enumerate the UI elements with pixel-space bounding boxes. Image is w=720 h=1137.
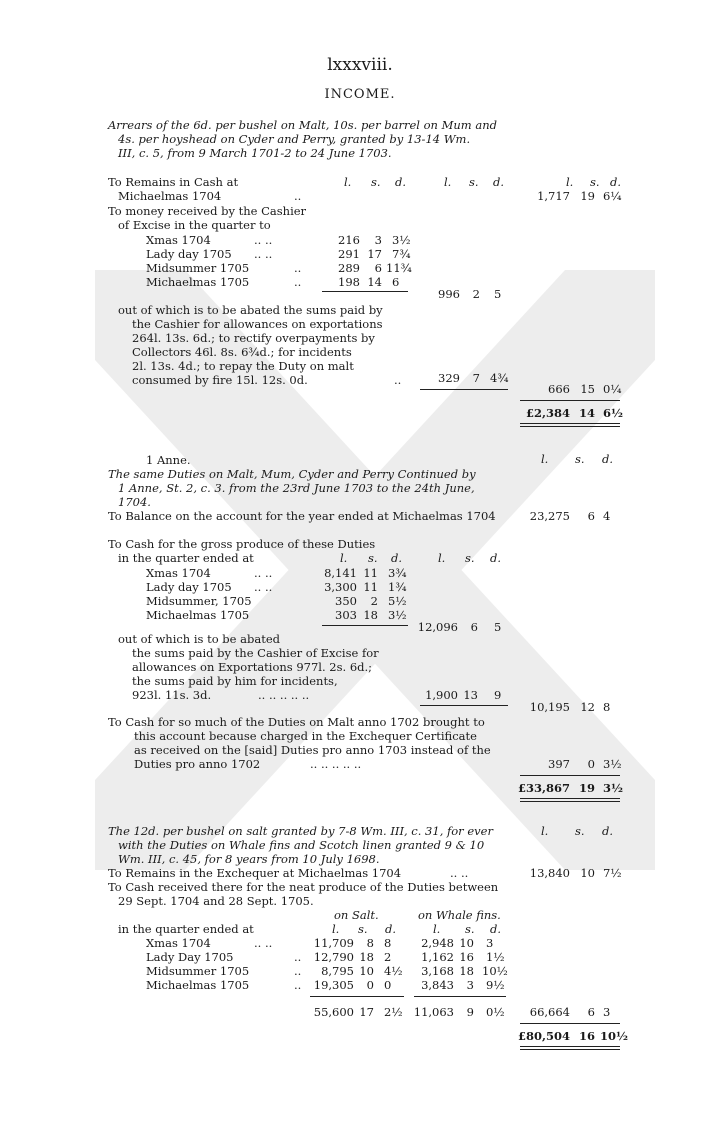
abated-text: the sums paid by the Cashier of Excise for — [132, 646, 379, 660]
amount-s: 18 — [363, 608, 378, 622]
amount-l: 216 — [338, 233, 360, 247]
salt-total-s: 17 — [359, 1005, 374, 1019]
s3-cash: 29 Sept. 1704 and 28 Sept. 1705. — [118, 894, 314, 908]
amount-s: 0 — [587, 757, 595, 771]
s1-money: of Excise in the quarter to — [118, 218, 271, 232]
grand-total-d: 6½ — [603, 406, 623, 420]
col-head: l. — [566, 175, 574, 189]
amount-l: 12,096 — [417, 620, 458, 634]
whale-l: 1,162 — [421, 950, 454, 964]
leader-dots: .. .. — [254, 936, 273, 950]
abated-text: 264l. 13s. 6d.; to rectify overpayments by — [132, 331, 375, 345]
s1-remains: Michaelmas 1704 — [118, 189, 222, 203]
whale-s: 3 — [466, 978, 474, 992]
amount-s: 13 — [463, 688, 478, 702]
amount-s: 6 — [470, 620, 478, 634]
s1-money: To money received by the Cashier — [108, 204, 307, 218]
leader-dots: .. — [294, 978, 302, 992]
whale-s: 16 — [459, 950, 474, 964]
amount-s: 14 — [367, 275, 382, 289]
sum-rule — [520, 1023, 620, 1024]
quarter-label: Lady Day 1705 — [146, 950, 234, 964]
col-head: l. — [332, 922, 340, 936]
col-head: s. — [465, 551, 475, 565]
col-head: s. — [590, 175, 600, 189]
section-title: INCOME. — [324, 87, 396, 102]
quarter-label-intro: in the quarter ended at — [118, 922, 254, 936]
sum-rule — [310, 996, 404, 997]
amount-l: 289 — [338, 261, 360, 275]
s3-heading-line: Wm. III, c. 45, for 8 years from 10 July 1698. — [118, 852, 380, 866]
leader-dots: .. — [294, 964, 302, 978]
amount-s: 2 — [370, 594, 378, 608]
col-head: d. — [602, 452, 614, 466]
amount-l: 13,840 — [529, 866, 570, 880]
quarter-label: Midsummer, 1705 — [146, 594, 252, 608]
grand-total-l: £2,384 — [525, 406, 570, 420]
col-head: d. — [490, 922, 502, 936]
leader-dots: .. .. .. .. .. — [258, 688, 310, 702]
col-head: d. — [610, 175, 622, 189]
s2-balance: To Balance on the account for the year ended at Michaelmas 1704 — [108, 509, 496, 523]
amount-d: 1¾ — [388, 580, 407, 594]
amount-d: 5½ — [388, 594, 407, 608]
abated-text: 923l. 11s. 3d. — [132, 688, 212, 702]
abated-text: Collectors 46l. 8s. 6¾d.; for incidents — [132, 345, 352, 359]
amount-d: 3¾ — [388, 566, 407, 580]
amount-l: 996 — [438, 287, 460, 301]
leader-dots: .. .. — [254, 247, 273, 261]
salt-d: 0 — [384, 978, 392, 992]
amount-d: 3½ — [603, 757, 622, 771]
col-head: d. — [490, 551, 502, 565]
col-head: d. — [385, 922, 397, 936]
grand-total-d: 10½ — [600, 1029, 628, 1043]
amount-l: 1,717 — [537, 189, 570, 203]
amount-d: 4 — [603, 509, 611, 523]
amount-s: 17 — [367, 247, 382, 261]
leader-dots: .. .. — [450, 866, 469, 880]
col-head: l. — [344, 175, 352, 189]
salt-s: 10 — [359, 964, 374, 978]
double-rule — [520, 798, 620, 802]
amount-d: 5 — [494, 287, 502, 301]
col-head: d. — [395, 175, 407, 189]
amount-d: 6¼ — [603, 189, 622, 203]
amount-s: 11 — [363, 580, 378, 594]
s1-heading-line: III, c. 5, from 9 March 1701-2 to 24 June 1703. — [118, 146, 392, 160]
grand-total-l: £80,504 — [517, 1029, 570, 1043]
col-head: l. — [340, 551, 348, 565]
salt-s: 8 — [366, 936, 374, 950]
salt-l: 11,709 — [313, 936, 354, 950]
quarter-label: Midsummer 1705 — [146, 964, 250, 978]
quarter-label: Michaelmas 1705 — [146, 275, 250, 289]
amount-s: 2 — [472, 287, 480, 301]
grand-total-s: 19 — [578, 781, 595, 795]
amount-l: 329 — [438, 371, 460, 385]
s2-heading-line: 1 Anne, St. 2, c. 3. from the 23rd June 1703 to the 24th June, — [118, 481, 475, 495]
amount-d: 9 — [494, 688, 502, 702]
salt-l: 8,795 — [321, 964, 354, 978]
quarter-label: Xmas 1704 — [146, 566, 211, 580]
grand-total-l: £33,867 — [517, 781, 570, 795]
s2-cash2: this account because charged in the Exchequer Certificate — [134, 729, 477, 743]
sum-rule — [420, 389, 508, 390]
amount-d: 0¼ — [603, 382, 622, 396]
s2-heading-line: 1704. — [118, 495, 151, 509]
amount-l: 66,664 — [529, 1005, 570, 1019]
amount-l: 8,141 — [324, 566, 357, 580]
amount-l: 23,275 — [529, 509, 570, 523]
sum-rule — [414, 996, 506, 997]
col-head: s. — [465, 922, 475, 936]
leader-dots: .. — [294, 261, 302, 275]
whale-total-s: 9 — [466, 1005, 474, 1019]
s1-remains: To Remains in Cash at — [108, 175, 239, 189]
amount-l: 3,300 — [324, 580, 357, 594]
salt-d: 2 — [384, 950, 392, 964]
col-head: l. — [541, 452, 549, 466]
s1-remains-dots: .. — [294, 189, 302, 203]
col-head: l. — [438, 551, 446, 565]
double-rule — [520, 1046, 620, 1050]
col-head: l. — [444, 175, 452, 189]
amount-d: 7½ — [603, 866, 622, 880]
whale-d: 10½ — [482, 964, 508, 978]
s1-heading-line: 4s. per hoyshead on Cyder and Perry, granted by 13-14 Wm. — [118, 132, 471, 146]
amount-s: 19 — [580, 189, 595, 203]
whale-s: 10 — [459, 936, 474, 950]
amount-s: 6 — [587, 1005, 595, 1019]
leader-dots: .. .. — [254, 580, 273, 594]
col-head: d. — [391, 551, 403, 565]
abated-text: out of which is to be abated the sums paid by — [118, 303, 383, 317]
leader-dots: .. .. .. .. .. — [310, 757, 362, 771]
quarter-label: Lady day 1705 — [146, 247, 232, 261]
amount-l: 10,195 — [529, 700, 570, 714]
double-rule — [520, 423, 620, 427]
s3-heading-line: The 12d. per bushel on salt granted by 7-8 Wm. III, c. 31, for ever — [108, 824, 493, 838]
on-whale-head: on Whale fins. — [418, 908, 501, 922]
s3-remains: To Remains in the Exchequer at Michaelmas 1704 — [108, 866, 402, 880]
col-head: s. — [575, 452, 585, 466]
amount-d: 6 — [392, 275, 400, 289]
whale-s: 18 — [459, 964, 474, 978]
amount-s: 15 — [580, 382, 595, 396]
whale-l: 3,843 — [421, 978, 454, 992]
amount-s: 6 — [374, 261, 382, 275]
s3-heading-line: with the Duties on Whale fins and Scotch linen granted 9 & 10 — [118, 838, 485, 852]
amount-d: 4¾ — [490, 371, 509, 385]
salt-l: 19,305 — [313, 978, 354, 992]
leader-dots: .. — [294, 275, 302, 289]
abated-text: consumed by fire 15l. 12s. 0d. — [132, 373, 308, 387]
leader-dots: .. — [394, 373, 402, 387]
whale-d: 3 — [486, 936, 494, 950]
s2-cash: in the quarter ended at — [118, 551, 254, 565]
amount-s: 6 — [587, 509, 595, 523]
amount-d: 3 — [603, 1005, 611, 1019]
salt-s: 18 — [359, 950, 374, 964]
salt-d: 4½ — [384, 964, 403, 978]
amount-l: 666 — [548, 382, 570, 396]
abated-text: allowances on Exportations 977l. 2s. 6d.; — [132, 660, 373, 674]
abated-text: the sums paid by him for incidents, — [132, 674, 338, 688]
amount-d: 7¾ — [392, 247, 411, 261]
quarter-label: Michaelmas 1705 — [146, 978, 250, 992]
col-head: s. — [371, 175, 381, 189]
s1-heading-line: Arrears of the 6d. per bushel on Malt, 10s. per barrel on Mum and — [108, 118, 497, 132]
sum-rule — [520, 775, 620, 776]
sum-rule — [420, 705, 508, 706]
whale-d: 1½ — [486, 950, 505, 964]
quarter-label: Midsummer 1705 — [146, 261, 250, 275]
s2-cash: To Cash for the gross produce of these Duties — [108, 537, 376, 551]
salt-total-l: 55,600 — [313, 1005, 354, 1019]
abated-text: the Cashier for allowances on exportations — [132, 317, 383, 331]
s2-cash2: as received on the [said] Duties pro anno 1703 instead of the — [134, 743, 491, 757]
col-head: s. — [358, 922, 368, 936]
grand-total-d: 3½ — [603, 781, 623, 795]
leader-dots: .. — [294, 950, 302, 964]
sum-rule — [322, 291, 408, 292]
amount-d: 5 — [494, 620, 502, 634]
s3-cash: To Cash received there for the neat produce of the Duties between — [108, 880, 499, 894]
col-head: s. — [469, 175, 479, 189]
amount-l: 198 — [338, 275, 360, 289]
col-head: s. — [575, 824, 585, 838]
quarter-label: Xmas 1704 — [146, 233, 211, 247]
amount-l: 397 — [548, 757, 570, 771]
sum-rule — [520, 400, 620, 401]
amount-l: 1,900 — [425, 688, 458, 702]
col-head: d. — [602, 824, 614, 838]
s2-heading-line: The same Duties on Malt, Mum, Cyder and Perry Continued by — [108, 467, 476, 481]
leader-dots: .. .. — [254, 233, 273, 247]
amount-l: 303 — [335, 608, 357, 622]
whale-total-d: 0½ — [486, 1005, 505, 1019]
col-head: l. — [541, 824, 549, 838]
quarter-label: Xmas 1704 — [146, 936, 211, 950]
col-head: d. — [493, 175, 505, 189]
abated-text: 2l. 13s. 4d.; to repay the Duty on malt — [132, 359, 354, 373]
amount-s: 7 — [472, 371, 480, 385]
quarter-label: Michaelmas 1705 — [146, 608, 250, 622]
amount-s: 11 — [363, 566, 378, 580]
col-head: s. — [368, 551, 378, 565]
page-number: lxxxviii. — [327, 55, 393, 75]
amount-d: 8 — [603, 700, 611, 714]
amount-l: 291 — [338, 247, 360, 261]
amount-d: 3½ — [392, 233, 411, 247]
salt-total-d: 2½ — [384, 1005, 403, 1019]
whale-total-l: 11,063 — [413, 1005, 454, 1019]
whale-d: 9½ — [486, 978, 505, 992]
whale-l: 2,948 — [421, 936, 454, 950]
col-head: l. — [433, 922, 441, 936]
amount-s: 10 — [580, 866, 595, 880]
amount-d: 11¾ — [386, 261, 412, 275]
salt-s: 0 — [366, 978, 374, 992]
grand-total-s: 16 — [578, 1029, 595, 1043]
quarter-label: Lady day 1705 — [146, 580, 232, 594]
whale-l: 3,168 — [421, 964, 454, 978]
on-salt-head: on Salt. — [334, 908, 379, 922]
s2-anne: 1 Anne. — [146, 453, 191, 467]
salt-l: 12,790 — [313, 950, 354, 964]
sum-rule — [322, 625, 408, 626]
s2-cash2: Duties pro anno 1702 — [134, 757, 261, 771]
leader-dots: .. .. — [254, 566, 273, 580]
amount-l: 350 — [335, 594, 357, 608]
salt-d: 8 — [384, 936, 392, 950]
amount-s: 3 — [374, 233, 382, 247]
s2-cash2: To Cash for so much of the Duties on Malt anno 1702 brought to — [108, 715, 485, 729]
amount-d: 3½ — [388, 608, 407, 622]
abated-text: out of which is to be abated — [118, 632, 280, 646]
grand-total-s: 14 — [578, 406, 595, 420]
amount-s: 12 — [580, 700, 595, 714]
